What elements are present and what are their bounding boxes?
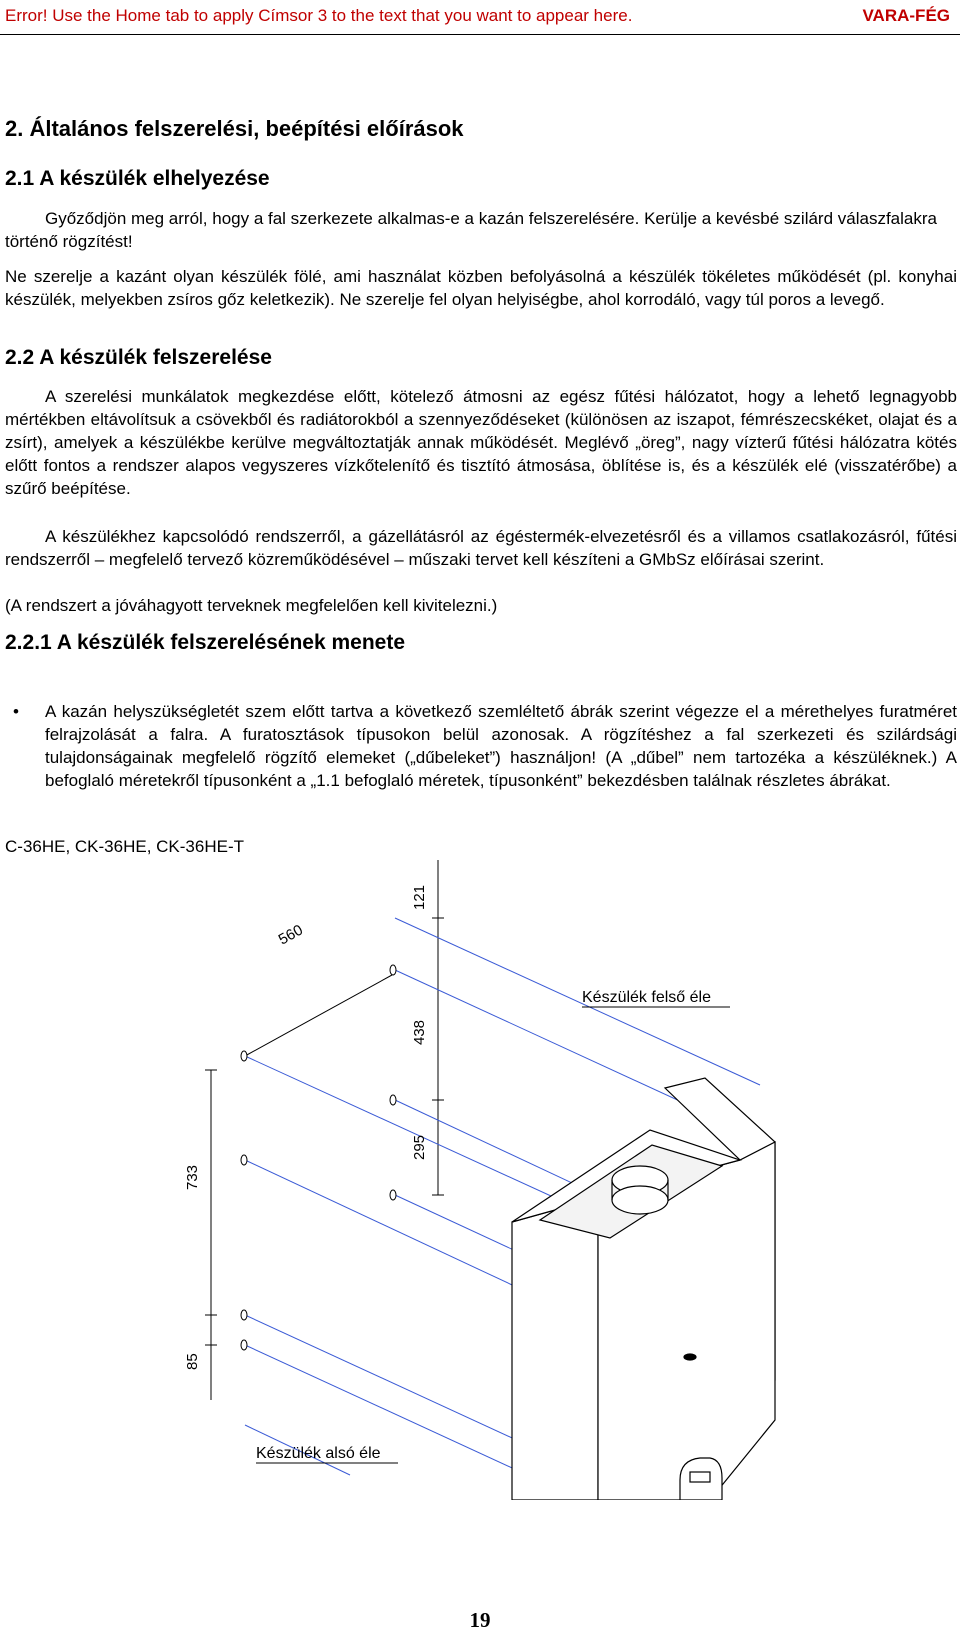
dim-733: 733 <box>184 1164 201 1190</box>
dim-85: 85 <box>184 1353 201 1370</box>
section-2-2-para-1: A szerelési munkálatok megkezdése előtt, kötelező átmosni az egész fűtési hálózatot, hogy a lehető legnagyobb mértékben eltávolítsuk a csövekből és radiátorokból a szennyeződéseket (különösen az iszapot, fémrészecskéket, olajat és a zsírt), amelyek a készülékbe kerülve megváltoztatják annak működését. Meglévő „öreg”, nagy vízterű fűtési hálózatra kötés előtt fontos a rendszer alapos vegyszeres vízkőtelenítő és tisztító átmosása, öblítése is, és a készülék elé (visszatérőbe) a szűrő beépítése. <box>5 387 957 498</box>
section-2-2-para-2: A készülékhez kapcsolódó rendszerről, a gázellátásról az égéstermék-elvezetésről és a villamos csatlakozásról, fűtési rendszerről – megfelelő tervező közreműködésével – műszaki tervet kell készíteni a GMbSz előírásai szerint. <box>5 527 957 569</box>
section-2-1-para-1: Győződjön meg arról, hogy a fal szerkezete alkalmas-e a kazán felszerelésére. Kerülje a kevésbé szilárd válaszfalakra történő rögzítést! <box>5 209 937 251</box>
mounting-diagram <box>0 860 960 1500</box>
section-2-2-title: 2.2 A készülék felszerelése <box>5 346 272 369</box>
section-2-title: 2. Általános felszerelési, beépítési előírások <box>5 116 464 141</box>
boiler-body <box>512 1078 775 1500</box>
header-brand: VARA-FÉG <box>862 6 950 25</box>
drill-holes <box>241 965 396 1350</box>
dim-121: 121 <box>411 884 428 910</box>
header-error-text: Error! Use the Home tab to apply Címsor 3 to the text that you want to appear here. <box>5 6 633 25</box>
section-2-2-1-title: 2.2.1 A készülék felszerelésének menete <box>5 631 406 654</box>
model-label: C-36HE, CK-36HE, CK-36HE-T <box>5 837 245 856</box>
bullet-icon: • <box>13 702 19 721</box>
dim-560: 560 <box>275 921 306 949</box>
dimension-lines <box>205 860 444 1400</box>
label-top-edge: Készülék felső éle <box>582 989 711 1006</box>
header-rule <box>0 34 960 35</box>
bullet-text: A kazán helyszükségletét szem előtt tartva a következő szemléltető ábrák szerint végezze el a mérethelyes furatméret felrajzolását a falra. A furatosztások típusokon belül azonosak. A rögzítéshez a fal szerkezeti és szilárdsági tulajdonságainak megfelelő rögzítő elemeket („dűbeleket”) használjon! (A „dűbel” nem tartozéka a készüléknek.) A befoglaló méretekről típusonként a „1.1 befoglaló méretek, típusonként” bekezdésben találnak részletes ábrákat. <box>45 702 957 790</box>
section-2-1-title: 2.1 A készülék elhelyezése <box>5 167 270 190</box>
page-header <box>0 0 960 36</box>
dim-295: 295 <box>411 1134 428 1160</box>
section-2-2-para-3: (A rendszert a jóváhagyott terveknek megfelelően kell kivitelezni.) <box>5 596 498 615</box>
label-bottom-edge: Készülék alsó éle <box>256 1445 381 1462</box>
dim-438: 438 <box>411 1019 428 1045</box>
page-number: 19 <box>469 1608 491 1632</box>
section-2-1-para-2: Ne szerelje a kazánt olyan készülék fölé, ami használat közben befolyásolná a készülék tökéletes működését (pl. konyhai készülék, melyekben zsíros gőz keletkezik). Ne szerelje fel olyan helyiségbe, ahol korrodáló, vagy túl poros a levegő. <box>5 267 957 309</box>
